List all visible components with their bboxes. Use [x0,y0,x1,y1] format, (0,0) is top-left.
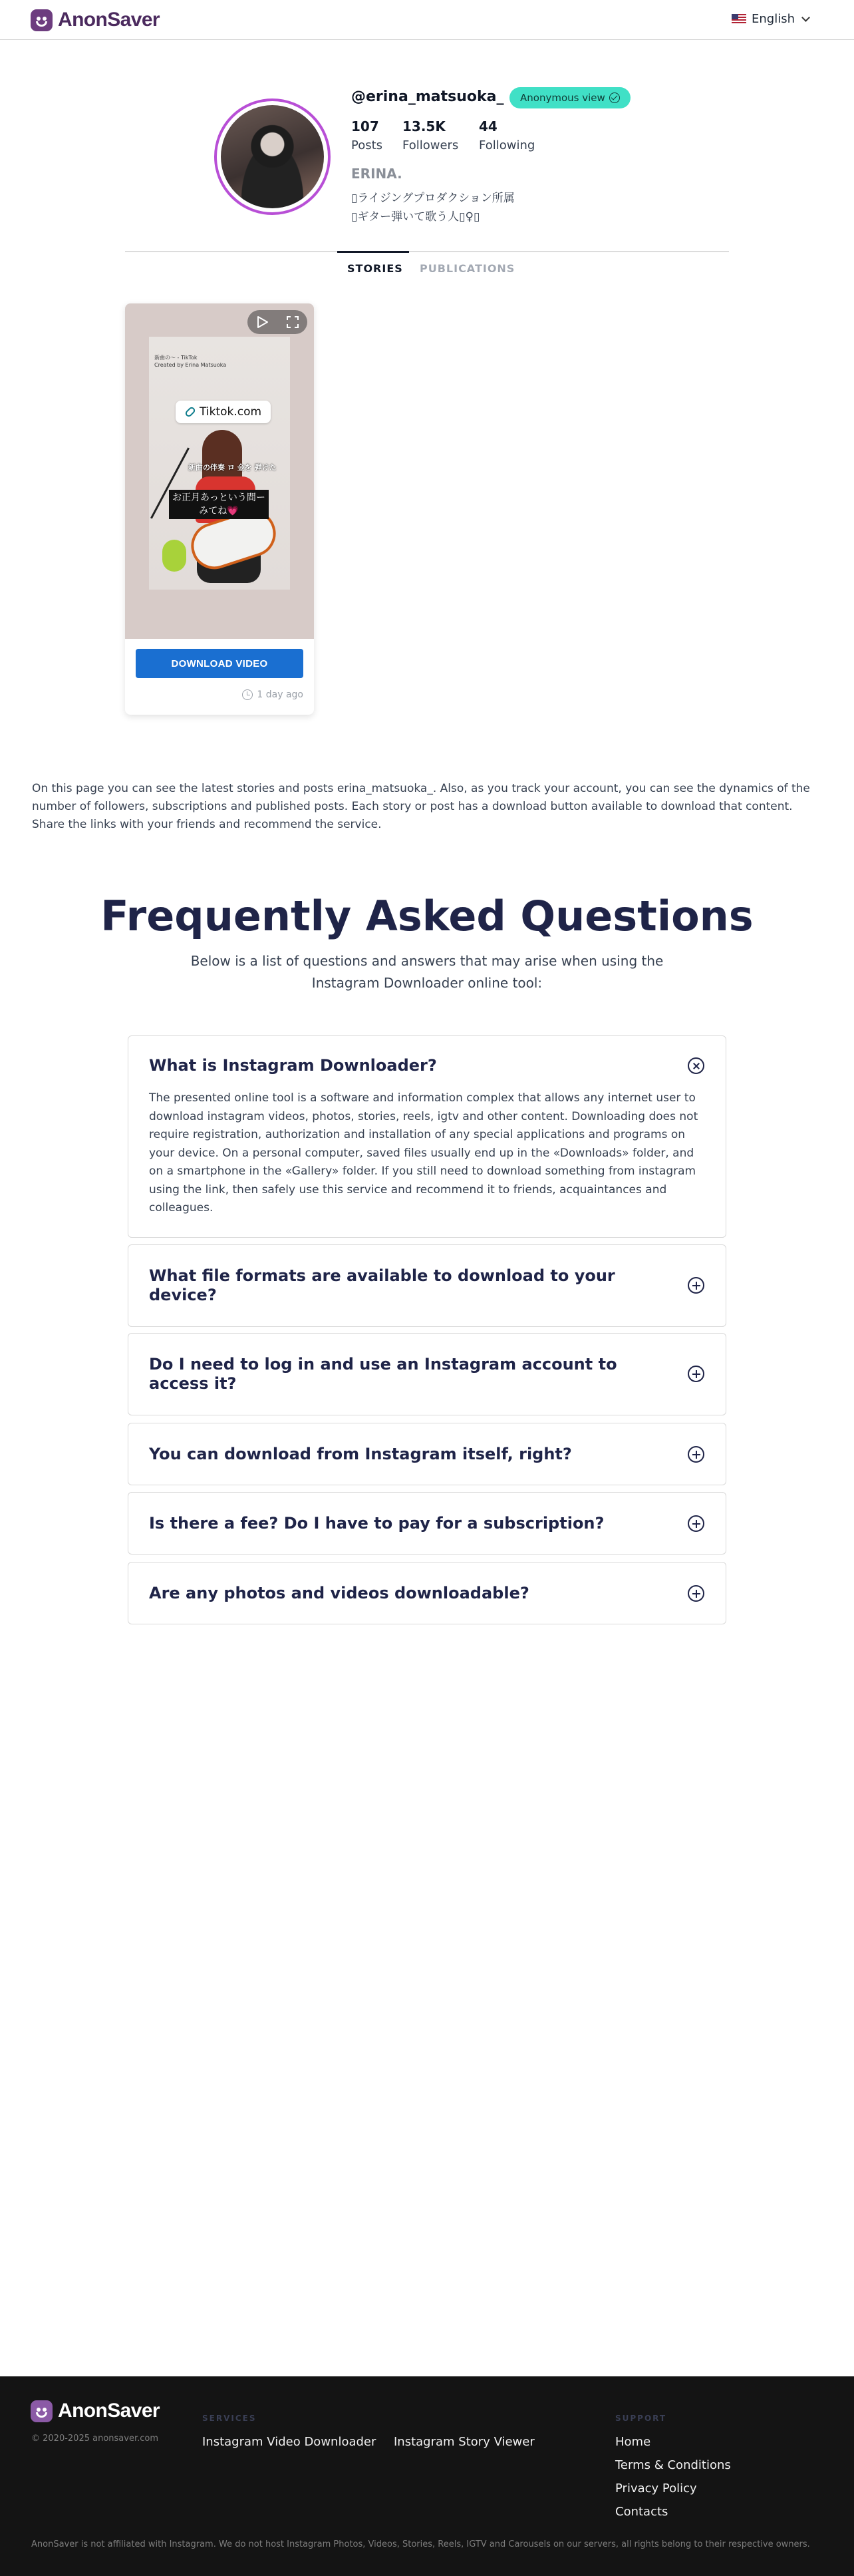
faq-title: Frequently Asked Questions [100,892,754,940]
faq-item[interactable] [128,1244,726,1327]
caption-line: みてね💗 [199,506,239,516]
faq-question[interactable]: Is there a fee? Do I have to pay for a subscription? [149,1514,605,1533]
profile-bio [351,189,515,226]
link-icon [184,406,196,418]
stat-following [479,118,535,152]
stat-posts [351,118,382,152]
faq-item[interactable] [128,1333,726,1415]
stat-label: Followers [402,138,459,152]
footer-link-home[interactable]: Home [615,2435,651,2449]
faq-question[interactable]: Are any photos and videos downloadable? [149,1584,529,1602]
copyright: © 2020-2025 anonsaver.com [31,2434,159,2444]
faq-answer: The presented online tool is a software and information complex that allows any internet user to download instagram videos, photos, stories, reels, igtv and other content. Downloading does not require registration, authorization and installation of any special applications and programs on your device. On a personal computer, saved files usually end up in the «Downloads» folder, and on a smartphone in the «Gallery» folder. If you still need to download something from instagram using the link, then safely use this service and recommend it to friends, acquaintances and colleagues. [149,1091,698,1214]
support-heading: SUPPORT [615,2414,667,2423]
footer-brand-logo[interactable] [31,2399,160,2423]
story-timestamp [242,689,303,700]
clock-icon [242,689,253,700]
stat-label: Following [479,138,535,152]
footer-link-instagram-video-downloader[interactable]: Instagram Video Downloader [202,2435,376,2449]
chevron-down-icon [801,13,810,22]
avatar-image [221,105,324,208]
footer-link-terms[interactable]: Terms & Conditions [615,2458,731,2472]
badge-label: Anonymous view [520,92,605,104]
story-card [125,303,314,715]
site-header [0,0,854,40]
story-headline: 新曲の伴奏 ロ 金を 弾けた [188,463,277,472]
tabs-divider [125,251,729,252]
us-flag-icon [732,14,746,24]
tab-publications[interactable]: PUBLICATIONS [420,262,515,275]
plus-circle-icon[interactable] [688,1515,704,1532]
faq-subtitle: Below is a list of questions and answers that may arise when using the Instagram Downloader online tool: [190,953,664,991]
close-circle-icon[interactable] [688,1057,704,1074]
services-heading: SERVICES [202,2414,257,2423]
tab-stories[interactable]: STORIES [347,262,403,275]
stat-label: Posts [351,138,383,152]
page-description: On this page you can see the latest stories and posts erina_matsuoka_. Also, as you track your account, you can see the dynamics of the number of followers, subscriptions and published posts. Each story or post has a download button available to download that content. Share the links with your friends and recommend the service. [32,782,810,831]
smiley-logo-icon [31,9,53,31]
footer-brand-name: AnonSaver [58,2400,160,2422]
profile-display-name: ERINA. [351,166,402,182]
check-circle-icon [609,92,620,103]
footer-link-privacy[interactable]: Privacy Policy [615,2482,697,2495]
faq-item[interactable] [128,1035,726,1238]
anonymous-view-badge [509,87,631,108]
footer-link-contacts[interactable]: Contacts [615,2505,668,2519]
profile-avatar [214,98,331,215]
plus-circle-icon[interactable] [688,1366,704,1382]
faq-question[interactable]: You can download from Instagram itself, right? [149,1445,572,1463]
site-footer [0,2376,854,2576]
brand-logo[interactable] [31,8,160,32]
faq-question[interactable]: What file formats are available to download to your device? [149,1266,615,1304]
plus-circle-icon[interactable] [688,1585,704,1602]
story-caption [169,490,269,519]
media-controls [247,310,307,334]
active-tab-indicator [337,251,409,253]
faq-item[interactable] [128,1562,726,1624]
fullscreen-icon[interactable] [287,316,299,328]
story-video-preview[interactable] [125,303,314,639]
story-small-text: 新曲の〜 - TikTok Created by Erina Matsuoka [154,355,227,368]
download-video-button[interactable]: DOWNLOAD VIDEO [136,649,303,678]
faq-question[interactable]: Do I need to log in and use an Instagram account to access it? [149,1355,617,1393]
caption-line: お正月あっという間ー [172,492,265,503]
time-ago-label: 1 day ago [257,689,303,700]
brand-name: AnonSaver [58,9,160,31]
faq-question[interactable]: What is Instagram Downloader? [149,1056,437,1075]
language-selector[interactable] [732,12,809,26]
plus-circle-icon[interactable] [688,1277,704,1294]
bio-line: ▯ライジングプロダクション所属 [351,192,515,205]
faq-item[interactable] [128,1492,726,1555]
stat-value: 13.5K [402,118,446,134]
language-label: English [752,12,795,26]
tiktok-link-label: Tiktok.com [200,405,262,419]
stat-followers [402,118,458,152]
smiley-logo-icon [31,2400,53,2422]
tiktok-link-sticker [176,401,271,423]
footer-disclaimer: AnonSaver is not affiliated with Instagram. We do not host Instagram Photos, Videos, Stories, Reels, IGTV and Carousels on our servers, all rights belong to their respective owners. [31,2539,810,2549]
plus-circle-icon[interactable] [688,1446,704,1463]
faq-item[interactable] [128,1423,726,1485]
footer-link-instagram-story-viewer[interactable]: Instagram Story Viewer [394,2435,535,2449]
stat-value: 44 [479,118,498,134]
play-icon[interactable] [257,315,269,329]
bio-line: ▯ギター弾いて歌う人▯♀▯ [351,210,480,224]
profile-username: @erina_matsuoka_ [351,89,504,105]
plush-toy-shape [162,540,186,572]
stat-value: 107 [351,118,379,134]
